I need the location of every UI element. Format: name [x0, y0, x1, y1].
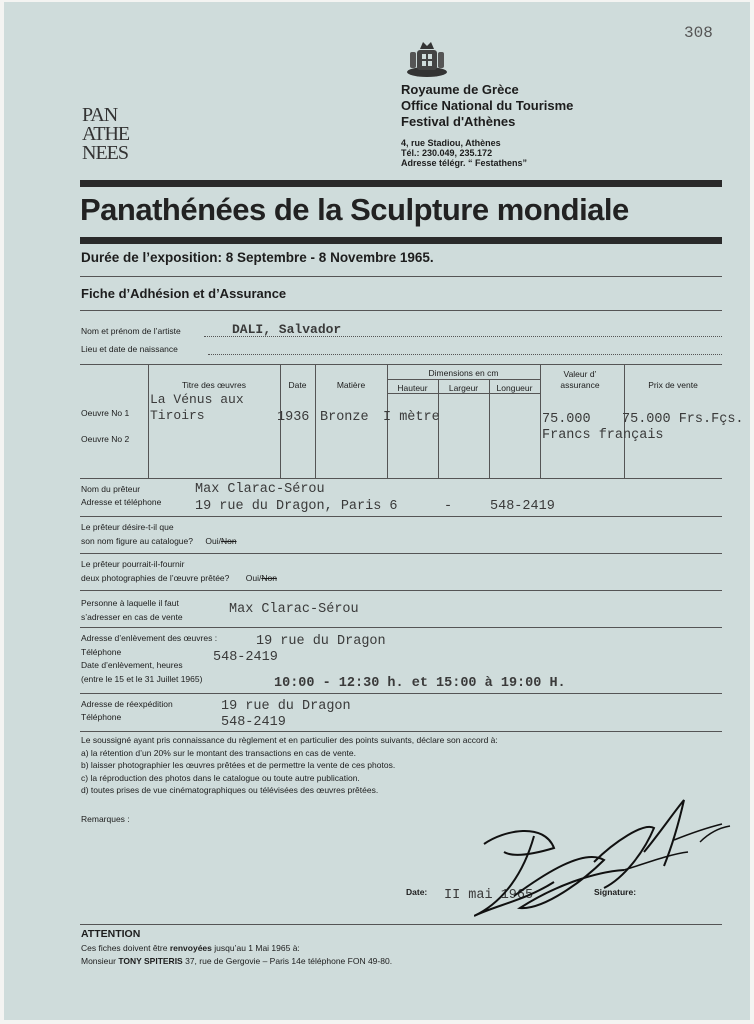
attention-line2-c: 37, rue de Gergovie – Paris 14e téléphone FON 49-80. — [182, 956, 393, 966]
coat-of-arms-icon — [404, 38, 450, 80]
col-sale-price: Prix de vente — [648, 380, 698, 390]
lender-phone: 548-2419 — [490, 499, 555, 514]
kingdom-line: Royaume de Grèce — [401, 82, 519, 97]
date-label: Date: — [406, 887, 428, 897]
terms-item-b: b) laisser photographier les œuvres prêtées et de permettre la vente de ces photos. — [81, 760, 396, 771]
logo-text: PAN ATHE NEES — [82, 104, 130, 164]
festival-line: Festival d'Athènes — [401, 114, 516, 129]
attention-line1-b: renvoyées — [169, 943, 212, 953]
reshipment-label-address: Adresse de réexpédition — [81, 699, 173, 709]
pickup-label-date: Date d’enlèvement, heures — [81, 660, 183, 670]
terms-intro: Le soussigné ayant pris connaissance du règlement et en particulier des points suivants, déclare son accord à: — [81, 735, 498, 745]
work-dimension: I mètre — [383, 410, 440, 425]
col-insurance-value: Valeur d’ assurance — [560, 369, 600, 390]
pickup-labels — [81, 632, 217, 686]
remarks-label: Remarques : — [81, 814, 130, 824]
work-date: 1936 — [277, 410, 310, 425]
page-title: Panathénées de la Sculpture mondiale — [80, 192, 629, 227]
terms-item-d: d) toutes prises de vue cinématographiques ou télévisées des œuvres prêtées. — [81, 785, 379, 796]
pickup-address: 19 rue du Dragon — [256, 634, 386, 649]
col-title: Titre des œuvres — [182, 380, 246, 390]
row-label-1: Oeuvre No 1 — [81, 408, 130, 418]
contact-labels — [81, 596, 183, 624]
phone-line: Tél.: 230.049, 235.172 — [401, 148, 493, 158]
catalogue-yes: Oui/ — [205, 536, 221, 546]
contact-label-1: Personne à laquelle il faut — [81, 598, 179, 608]
artist-name: DALI, Salvador — [232, 322, 342, 337]
photos-q-line-1: Le prêteur pourrait-il-fournir — [81, 559, 185, 569]
attention-title: ATTENTION — [81, 928, 141, 940]
catalogue-no-struck: Non — [220, 536, 237, 546]
work-material: Bronze — [320, 410, 369, 425]
col-dimensions: Dimensions en cm — [428, 368, 499, 378]
attention-line2-b: TONY SPITERIS — [118, 956, 183, 966]
reshipment-address: 19 rue du Dragon — [221, 699, 351, 714]
contact-name: Max Clarac-Sérou — [229, 602, 359, 617]
address-line: 4, rue Stadiou, Athènes — [401, 138, 501, 148]
pickup-label-phone: Téléphone — [81, 646, 122, 657]
signature-label: Signature: — [594, 887, 637, 897]
catalogue-question — [81, 520, 237, 548]
row-label-2: Oeuvre No 2 — [81, 434, 130, 444]
office-line: Office National du Tourisme — [401, 98, 574, 113]
title-bar-bottom — [80, 237, 722, 244]
photos-no-struck: Non — [261, 573, 277, 583]
photos-q-line-2: deux photographies de l’œuvre prêtée? — [81, 573, 230, 583]
attention-text — [81, 942, 392, 968]
reshipment-phone: 548-2419 — [221, 715, 286, 730]
lender-name-label: Nom du prêteur — [81, 484, 141, 494]
contact-label-2: s’adresser en cas de vente — [81, 612, 183, 622]
catalogue-q-line-2: son nom figure au catalogue? — [81, 536, 193, 546]
pickup-label-address: Adresse d’enlèvement des œuvres : — [81, 633, 218, 643]
form-title: Fiche d’Adhésion et d’Assurance — [81, 286, 287, 301]
artist-label: Nom et prénom de l’artiste — [81, 326, 181, 336]
catalogue-q-line-1: Le prêteur désire-t-il que — [81, 522, 174, 532]
work-insurance-currency: Francs français — [542, 428, 664, 443]
reshipment-labels — [81, 698, 173, 724]
work-title-line-1: La Vénus aux — [150, 392, 244, 407]
attention-line2-a: Monsieur — [81, 956, 119, 966]
pickup-phone: 548-2419 — [213, 650, 278, 665]
lender-address-label: Adresse et téléphone — [81, 497, 162, 507]
col-height: Hauteur — [397, 383, 428, 393]
telegram-line: Adresse télégr. “ Festathens” — [401, 158, 528, 168]
attention-line1-c: jusqu’au 1 Mai 1965 à: — [211, 943, 300, 953]
terms-item-a: a) la rétention d’un 20% sur le montant des transactions en cas de vente. — [81, 747, 356, 758]
pickup-hours: 10:00 - 12:30 h. et 15:00 à 19:00 H. — [274, 676, 566, 691]
reshipment-label-phone: Téléphone — [81, 712, 122, 722]
lender-dash: - — [444, 499, 453, 514]
col-date: Date — [288, 380, 307, 390]
lender-labels — [81, 483, 161, 509]
work-title — [150, 392, 244, 424]
attention-line1-a: Ces fiches doivent être — [81, 943, 170, 953]
title-bar-top — [80, 180, 722, 187]
birth-label: Lieu et date de naissance — [81, 344, 178, 354]
date-value: II mai 1965 — [444, 888, 534, 903]
form-sheet — [4, 2, 750, 1020]
col-material: Matière — [336, 380, 366, 390]
archive-number: 308 — [684, 24, 713, 42]
col-width: Largeur — [448, 383, 479, 393]
col-length: Longueur — [496, 383, 533, 393]
header-block — [401, 82, 573, 130]
panathenees-logo — [82, 106, 152, 163]
work-insurance-value: 75.000 — [542, 412, 591, 427]
work-sale-price: 75.000 Frs.Fçs. — [622, 412, 744, 427]
exhibition-duration: Durée de l’exposition: 8 Septembre - 8 Novembre 1965. — [81, 250, 434, 265]
terms-item-c: c) la réproduction des photos dans le catalogue ou toute autre publication. — [81, 772, 360, 783]
photos-yes: Oui/ — [245, 573, 262, 583]
pickup-label-period: (entre le 15 et le 31 Juillet 1965) — [81, 673, 203, 684]
handwritten-signature — [474, 782, 734, 932]
photos-question — [81, 557, 277, 585]
work-title-line-2: Tiroirs — [150, 408, 205, 423]
lender-name: Max Clarac-Sérou — [195, 482, 325, 497]
lender-address: 19 rue du Dragon, Paris 6 — [195, 499, 398, 514]
contact-block — [401, 138, 527, 168]
